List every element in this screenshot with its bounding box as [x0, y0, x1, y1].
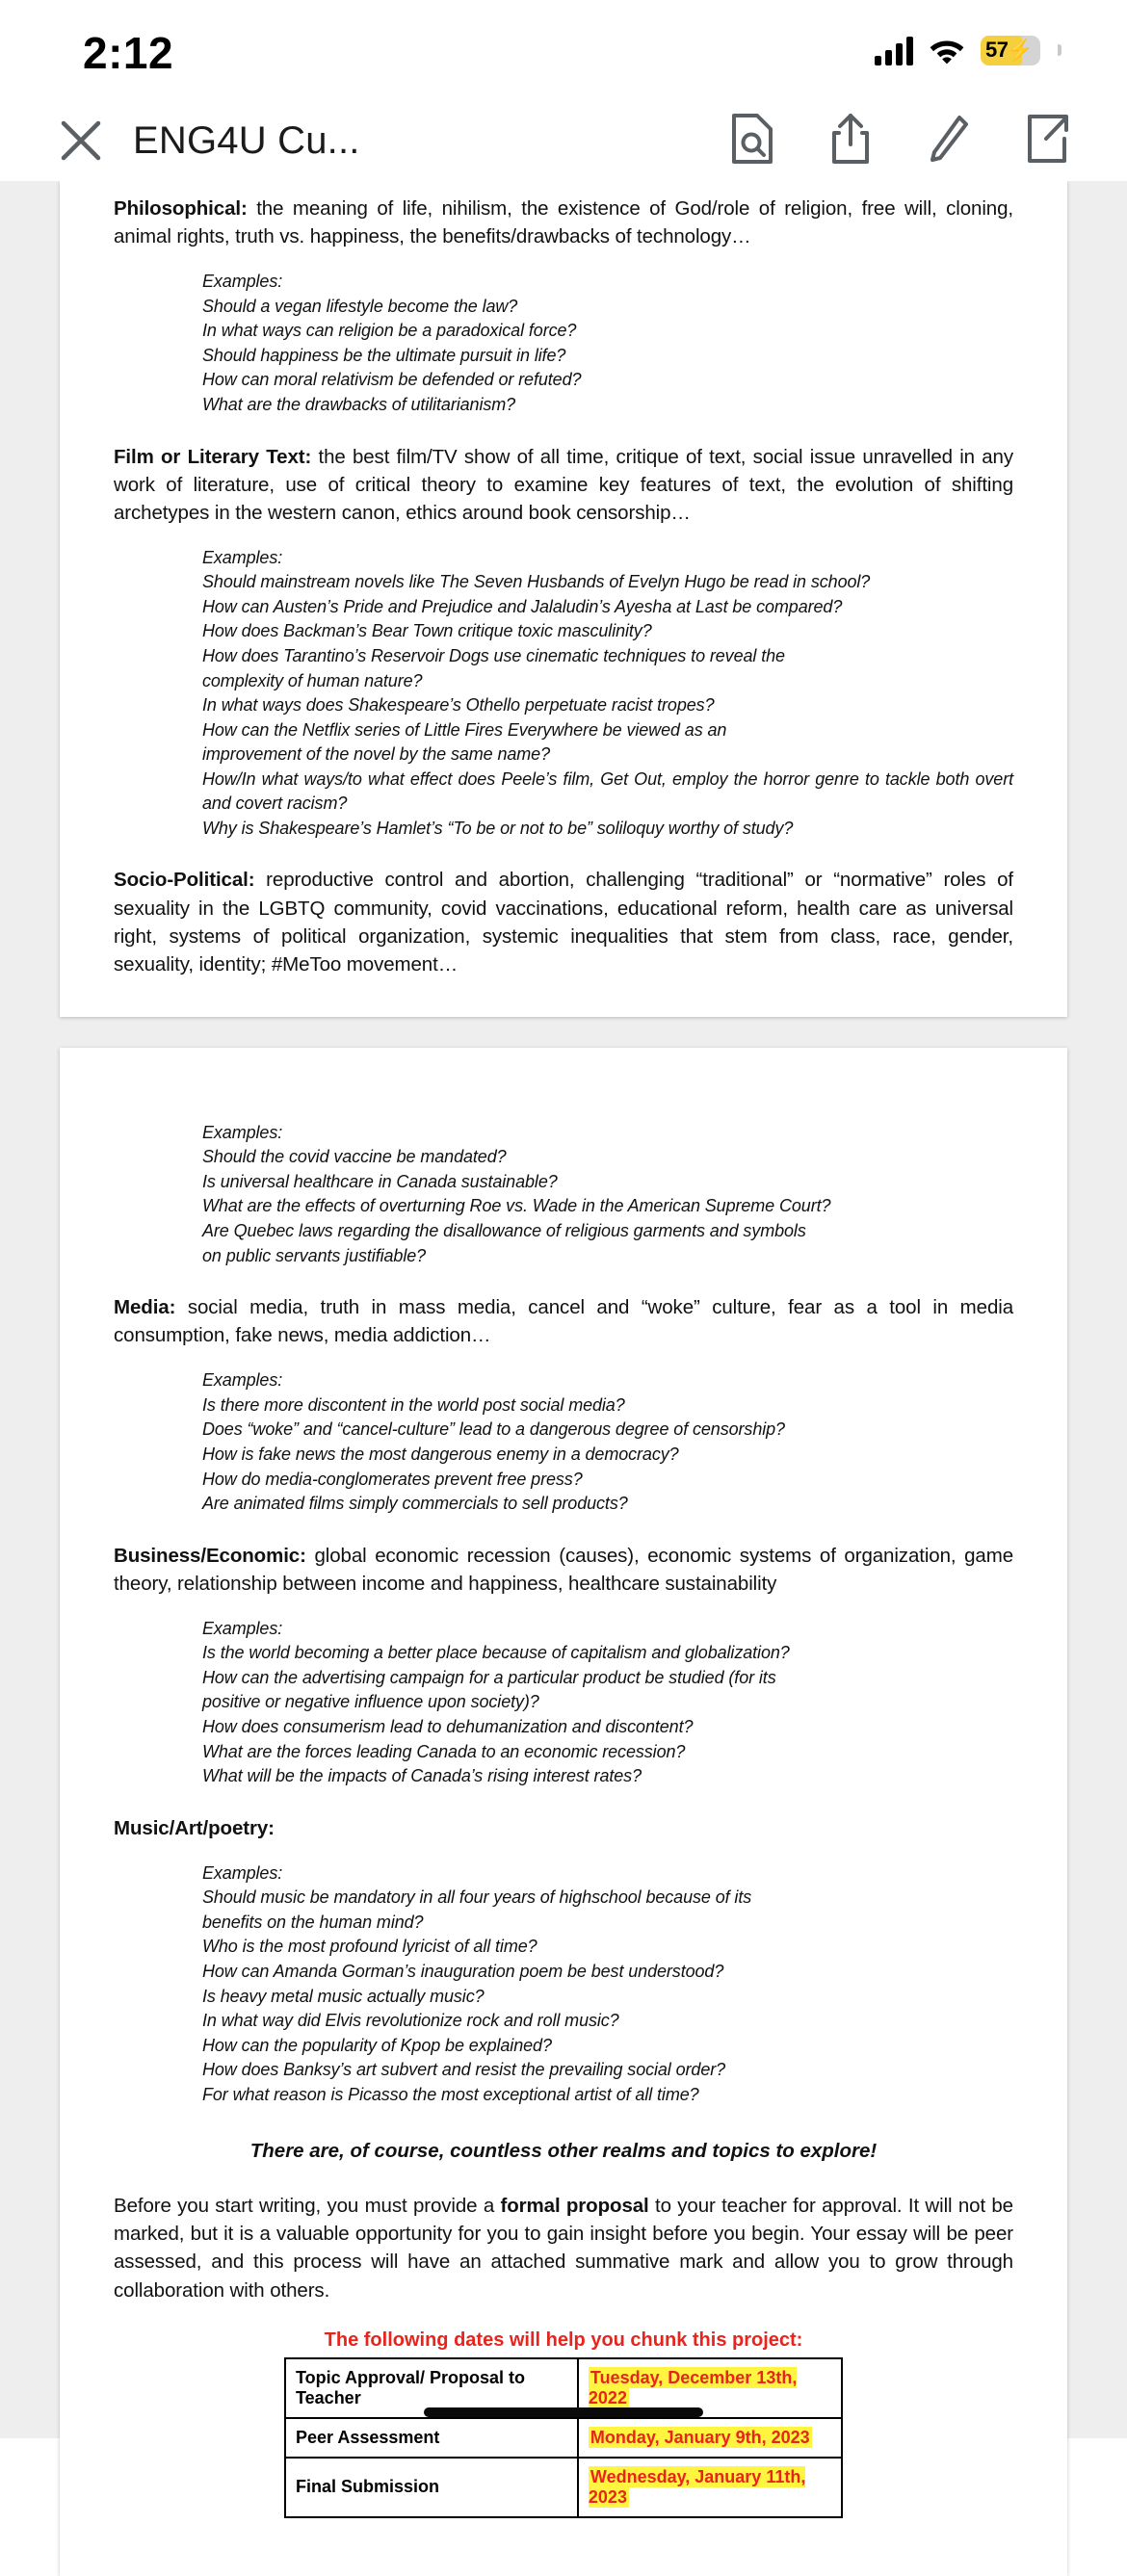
- home-indicator[interactable]: [424, 2407, 703, 2417]
- examples-block: [202, 1617, 1013, 1789]
- example-item: In what ways can religion be a paradoxical force?: [202, 321, 577, 341]
- section-paragraph: [114, 866, 1013, 977]
- table-cell-date: [578, 2418, 842, 2458]
- status-bar-time: 2:12: [83, 28, 174, 78]
- examples-label: Examples:: [202, 272, 283, 292]
- examples-block: [202, 1861, 1013, 2107]
- markup-pencil-icon[interactable]: [925, 112, 973, 166]
- example-item: Should the covid vaccine be mandated?: [202, 1147, 507, 1167]
- document-scroll-area[interactable]: [0, 181, 1127, 2507]
- section-body: the best film/TV show of all time, critique of text, social issue unravelled in any work of literature, use of critical theory to examine key features of text, the evolution of shifting archetypes in the western canon, ethics around book censorship…: [114, 445, 1013, 524]
- section-body: global economic recession (causes), economic systems of organization, game theory, relationship between income and happiness, healthcare sustainability: [114, 1544, 1013, 1595]
- example-item: How can Amanda Gorman’s inauguration poem be best understood?: [202, 1961, 724, 1981]
- examples-block: [202, 546, 1013, 842]
- section-paragraph: [114, 195, 1013, 250]
- document-search-icon[interactable]: [728, 112, 776, 166]
- share-icon[interactable]: [826, 112, 875, 166]
- example-item: What are the effects of overturning Roe vs. Wade in the American Supreme Court?: [202, 1196, 831, 1216]
- example-item: For what reason is Picasso the most exceptional artist of all time?: [202, 2084, 699, 2104]
- example-item: How is fake news the most dangerous enemy in a democracy?: [202, 1444, 679, 1464]
- document-page-1: [60, 181, 1067, 1017]
- table-cell-label: Peer Assessment: [285, 2418, 578, 2458]
- example-item: How does consumerism lead to dehumanization and discontent?: [202, 1717, 694, 1737]
- example-item: In what way did Elvis revolutionize rock and roll music?: [202, 2011, 619, 2031]
- example-item: How does Tarantino’s Reservoir Dogs use cinematic techniques to reveal the complexity of human nature?: [202, 646, 785, 690]
- example-item: How do media-conglomerates prevent free press?: [202, 1469, 583, 1489]
- section-heading: Socio-Political: [114, 869, 249, 892]
- dates-table-title: The following dates will help you chunk this project:: [324, 2329, 803, 2351]
- example-item: Is universal healthcare in Canada sustainable?: [202, 1171, 558, 1191]
- section-heading-suffix: :: [300, 1544, 306, 1567]
- document-title: ENG4U Cu...: [133, 119, 360, 162]
- document-toolbar: [0, 96, 1127, 181]
- close-icon[interactable]: [54, 114, 108, 168]
- dates-table: [284, 2357, 843, 2518]
- example-item: How can the advertising campaign for a particular product be studied (for its positive or negative influence upon society)?: [202, 1667, 776, 1712]
- example-item: How can moral relativism be defended or refuted?: [202, 370, 582, 390]
- section-heading: Film or Literary Text: [114, 445, 305, 468]
- section-body: the meaning of life, nihilism, the existence of God/role of religion, free will, cloning, animal rights, truth vs. happiness, the benefits/drawbacks of technology…: [114, 197, 1013, 248]
- section-paragraph: [114, 443, 1013, 527]
- open-external-icon[interactable]: [1023, 112, 1071, 166]
- closing-paragraph-part1: Before you start writing, you must provide a: [114, 2195, 501, 2218]
- example-item: Is heavy metal music actually music?: [202, 1986, 485, 2006]
- examples-block: [202, 270, 1013, 417]
- table-row: [285, 2418, 842, 2458]
- section-paragraph: [114, 1542, 1013, 1598]
- status-bar-indicators: [875, 35, 1061, 65]
- example-item: What will be the impacts of Canada’s rising interest rates?: [202, 1766, 642, 1786]
- table-row: [285, 2458, 842, 2517]
- charging-bolt-icon: ⚡: [1007, 38, 1034, 62]
- example-item: In what ways does Shakespeare’s Othello perpetuate racist tropes?: [202, 695, 715, 716]
- table-cell-label: Topic Approval/ Proposal to Teacher: [285, 2358, 578, 2418]
- example-item: Is there more discontent in the world post social media?: [202, 1394, 625, 1415]
- examples-label: Examples:: [202, 1370, 283, 1391]
- section-heading-suffix: :: [268, 1816, 275, 1839]
- example-item: How does Backman’s Bear Town critique toxic masculinity?: [202, 621, 652, 641]
- section-heading-suffix: :: [248, 869, 255, 892]
- example-item: Is the world becoming a better place because of capitalism and globalization?: [202, 1643, 790, 1663]
- battery-icon: [981, 36, 1040, 65]
- example-item: How/In what ways/to what effect does Peele’s film, Get Out, employ the horror genre to tackle both overt and covert racism?: [202, 768, 1013, 814]
- section-body: social media, truth in mass media, cancel and “woke” culture, fear as a tool in media consumption, fake news, media addiction…: [114, 1296, 1013, 1347]
- example-item: Who is the most profound lyricist of all time?: [202, 1937, 537, 1957]
- closing-paragraph-part2: to your teacher for approval. It will not be marked, but it is a valuable opportunity for you to gain insight before you begin. Your essay will be peer assessed, and this process will have an attached summative mark and allow you to grow through collaboration with others.: [114, 2195, 1013, 2302]
- section-heading-suffix: :: [304, 445, 312, 468]
- date-highlight: Monday, January 9th, 2023: [590, 2427, 810, 2447]
- table-cell-label: Final Submission: [285, 2458, 578, 2517]
- closing-callout: There are, of course, countless other realms and topics to explore!: [249, 2140, 878, 2163]
- example-item: What are the drawbacks of utilitarianism?: [202, 394, 516, 414]
- section-heading-suffix: :: [169, 1296, 176, 1319]
- section-paragraph: [114, 1814, 1013, 1842]
- example-item: How can Austen’s Pride and Prejudice and Jalaludin’s Ayesha at Last be compared?: [202, 596, 843, 616]
- example-item: Should music be mandatory in all four years of highschool because of its benefits on the human mind?: [202, 1887, 752, 1932]
- section-paragraph: [114, 1293, 1013, 1349]
- toolbar-actions: [728, 112, 1071, 166]
- cellular-bars-icon: [875, 35, 913, 65]
- wifi-icon: [929, 36, 965, 65]
- document-page-2: [60, 1048, 1067, 2576]
- example-item: What are the forces leading Canada to an economic recession?: [202, 1741, 686, 1761]
- example-item: Should a vegan lifestyle become the law?: [202, 296, 518, 316]
- examples-block: [202, 1368, 1013, 1516]
- examples-label: Examples:: [202, 1122, 283, 1142]
- example-item: How does Banksy’s art subvert and resist the prevailing social order?: [202, 2060, 726, 2080]
- example-item: Should happiness be the ultimate pursuit in life?: [202, 345, 566, 365]
- example-item: Are animated films simply commercials to sell products?: [202, 1494, 628, 1514]
- examples-block: [202, 1121, 1013, 1268]
- section-heading: Business/Economic: [114, 1544, 301, 1567]
- date-highlight: Tuesday, December 13th, 2022: [588, 2367, 798, 2407]
- section-heading: Music/Art/poetry: [114, 1816, 269, 1839]
- closing-paragraph: [114, 2192, 1013, 2303]
- status-bar: [0, 0, 1127, 96]
- section-heading: Media: [114, 1296, 170, 1319]
- date-highlight: Wednesday, January 11th, 2023: [588, 2466, 806, 2507]
- section-body: reproductive control and abortion, challenging “traditional” or “normative” roles of sexuality in the LGBTQ community, covid vaccinations, educational reform, health care as universal right, systems of political organization, systemic inequalities that stem from class, race, gender, sexuality, identity; #MeToo movement…: [114, 869, 1013, 976]
- section-heading: Philosophical: [114, 197, 241, 220]
- example-item: How can the popularity of Kpop be explained?: [202, 2035, 552, 2055]
- battery-cap: [1058, 44, 1061, 56]
- section-heading-suffix: :: [240, 197, 248, 220]
- example-item: Are Quebec laws regarding the disallowance of religious garments and symbols on public servants justifiable?: [202, 1221, 806, 1265]
- table-cell-date: [578, 2458, 842, 2517]
- example-item: Does “woke” and “cancel-culture” lead to a dangerous degree of censorship?: [202, 1419, 785, 1440]
- example-item: How can the Netflix series of Little Fires Everywhere be viewed as an improvement of the novel by the same name?: [202, 719, 727, 765]
- examples-label: Examples:: [202, 547, 283, 567]
- examples-label: Examples:: [202, 1862, 283, 1883]
- battery-percent-label: 57: [985, 38, 1009, 62]
- example-item: Should mainstream novels like The Seven Husbands of Evelyn Hugo be read in school?: [202, 572, 871, 592]
- example-item: Why is Shakespeare’s Hamlet’s “To be or not to be” soliloquy worthy of study?: [202, 818, 794, 838]
- closing-paragraph-bold: formal proposal: [500, 2195, 649, 2218]
- examples-label: Examples:: [202, 1618, 283, 1638]
